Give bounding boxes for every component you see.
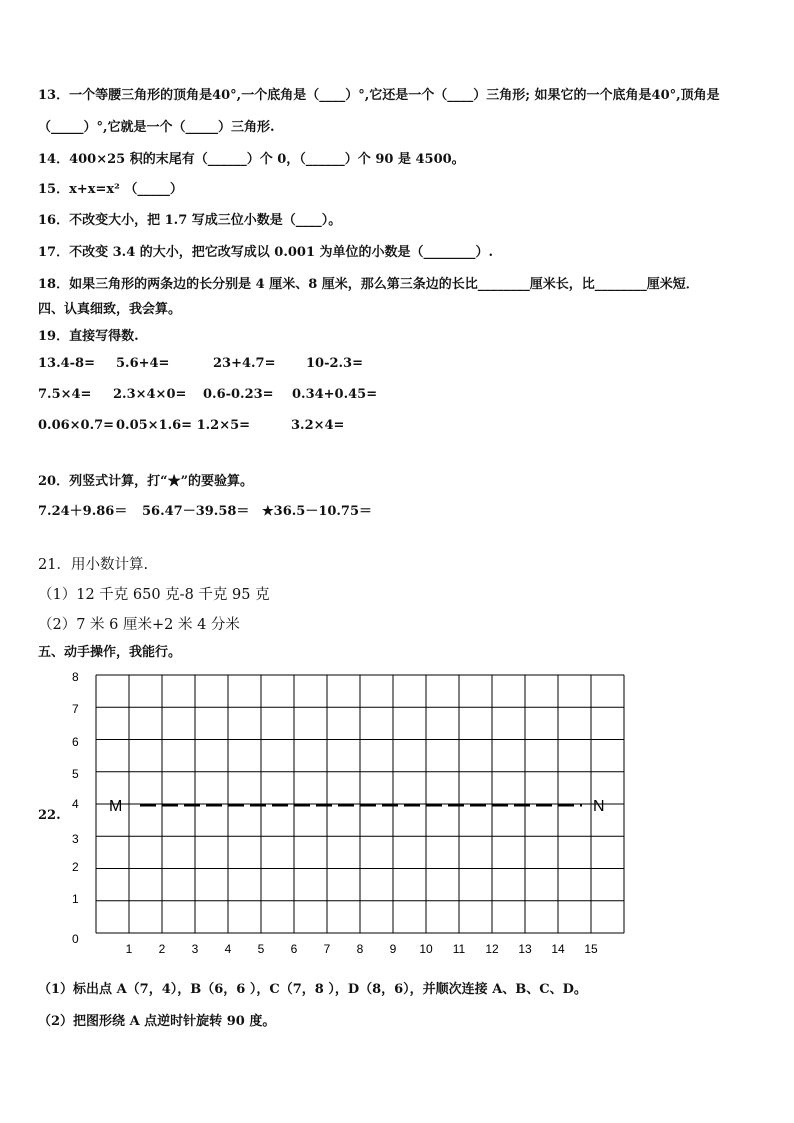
y-axis-labels <box>72 670 79 946</box>
point-n-label: N <box>593 798 605 815</box>
x-tick-label: 1 <box>125 942 133 956</box>
x-axis-labels <box>126 942 598 956</box>
x-tick-label: 3 <box>191 942 199 956</box>
x-tick-label: 9 <box>389 942 397 956</box>
y-tick-label: 3 <box>72 832 79 846</box>
q14: 14．400×25 积的末尾有（______）个 0，（______）个 90 是 4500。 <box>38 152 465 167</box>
x-tick-label: 10 <box>419 942 433 956</box>
q22-1: （1）标出点 A（7，4），B（6，6 ），C（7，8 ），D（8，6），并顺次连接 A、B、C、D。 <box>38 982 587 997</box>
q19-item: 0.06×0.7= <box>38 418 115 433</box>
y-tick-label: 7 <box>72 702 79 716</box>
q20-item: 7.24＋9.86＝ <box>38 504 128 519</box>
q22-2: （2）把图形绕 A 点逆时针旋转 90 度。 <box>38 1014 276 1029</box>
q19-item: 5.6+4= <box>116 356 170 371</box>
y-tick-label: 1 <box>72 892 79 906</box>
q19-item: 0.6-0.23= <box>203 387 274 402</box>
x-tick-label: 2 <box>158 942 166 956</box>
q19-item: 7.5×4= <box>38 387 92 402</box>
y-tick-label: 4 <box>72 797 79 811</box>
q16: 16．不改变大小，把 1.7 写成三位小数是（____）。 <box>38 213 342 228</box>
x-tick-label: 4 <box>224 942 232 956</box>
x-tick-label: 11 <box>452 942 466 956</box>
section-4-heading: 四、认真细致，我会算。 <box>38 302 182 317</box>
point-m-label: M <box>109 798 123 815</box>
q13-line1: 13．一个等腰三角形的顶角是40°,一个底角是（____）°,它还是一个（____）三角形; 如果它的一个底角是40°,顶角是 <box>38 88 720 103</box>
x-tick-label: 5 <box>257 942 265 956</box>
x-tick-label: 8 <box>356 942 364 956</box>
q19-item: 23+4.7= <box>213 356 276 371</box>
y-tick-label: 6 <box>72 735 79 749</box>
q20-item: ★36.5－10.75＝ <box>262 504 373 519</box>
y-tick-label: 8 <box>72 670 79 684</box>
y-tick-label: 0 <box>72 932 79 946</box>
q21-2: （2）7 米 6 厘米+2 米 4 分米 <box>38 617 240 633</box>
q20: 20．列竖式计算，打“★”的要验算。 <box>38 474 254 489</box>
q21-1: （1）12 千克 650 克-8 千克 95 克 <box>38 587 270 603</box>
q21: 21．用小数计算. <box>38 557 149 573</box>
y-tick-label: 2 <box>72 860 79 874</box>
q19-item: 10-2.3= <box>306 356 363 371</box>
x-tick-label: 6 <box>290 942 298 956</box>
x-tick-label: 13 <box>518 942 532 956</box>
q17: 17．不改变 3.4 的大小，把它改写成以 0.001 为单位的小数是（________）. <box>38 245 494 260</box>
q20-item: 56.47－39.58＝ <box>142 504 250 519</box>
section-5-heading: 五、动手操作，我能行。 <box>38 645 182 660</box>
q22-label: 22. <box>38 808 61 823</box>
q19-item: 3.2×4= <box>291 418 345 433</box>
q19-item: 0.05×1.6= 1.2×5= <box>116 418 251 433</box>
q19-item: 0.34+0.45= <box>292 387 378 402</box>
x-tick-label: 12 <box>485 942 499 956</box>
q13-line2: （_____）°,它就是一个（_____）三角形. <box>38 120 275 135</box>
q18: 18．如果三角形的两条边的长分别是 4 厘米、8 厘米，那么第三条边的长比________厘米长，比________厘米短． <box>38 277 699 292</box>
q19-item: 13.4-8= <box>38 356 95 371</box>
q19-item: 2.3×4×0= <box>113 387 187 402</box>
x-tick-label: 14 <box>551 942 565 956</box>
x-tick-label: 7 <box>323 942 331 956</box>
q15: 15．x+x=x² （_____） <box>38 182 183 197</box>
q19: 19．直接写得数. <box>38 329 139 344</box>
x-tick-label: 15 <box>584 942 598 956</box>
y-tick-label: 5 <box>72 767 79 781</box>
